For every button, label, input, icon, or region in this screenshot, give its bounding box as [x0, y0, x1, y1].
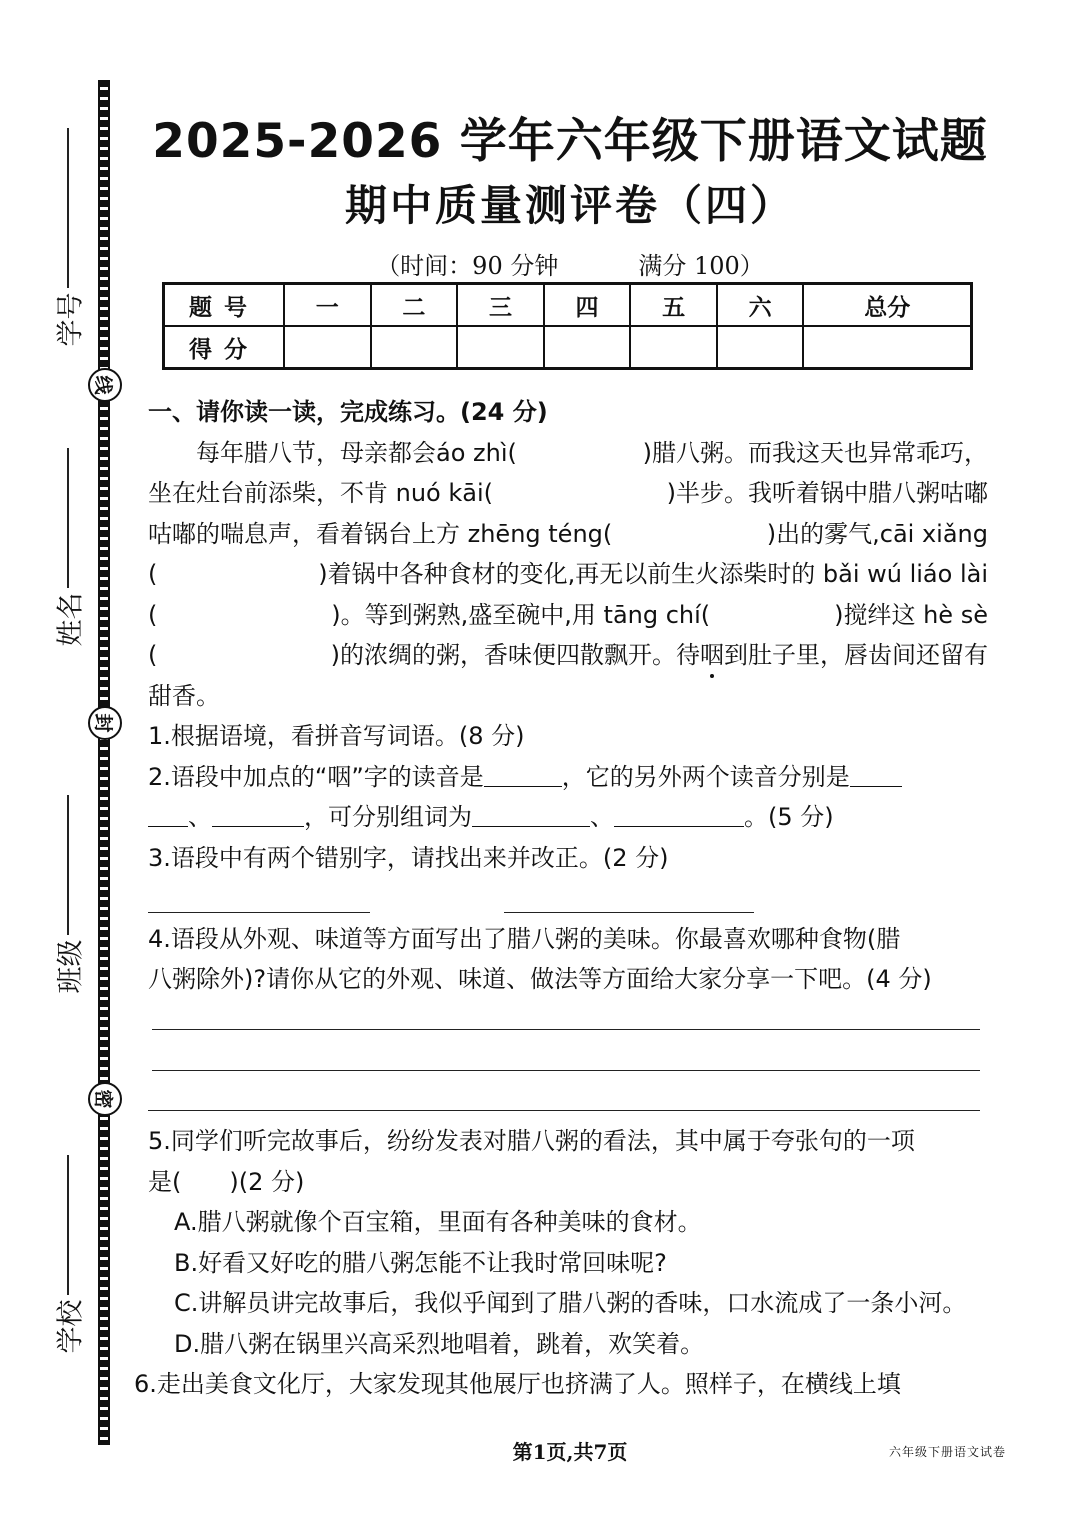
passage-text: (: [148, 641, 158, 669]
passage-line-4: [148, 554, 988, 595]
section-1: [134, 392, 988, 1405]
question-text: ，它的另外两个读音分别是: [561, 762, 850, 791]
dotted-character: 咽: [700, 641, 724, 669]
question-4-line-2: 八粥除外)?请你从它的外观、味道、做法等方面给大家分享一下吧。(4 分): [148, 965, 932, 993]
answer-blank[interactable]: [484, 760, 562, 787]
passage-text: 每年腊八节，母亲都会áo zhì(: [196, 438, 517, 467]
question-text: 、: [188, 803, 212, 831]
passage-text: )的浓绸的粥，香味便四散飘开。待: [330, 641, 700, 669]
question-text: 2.语段中加点的“咽”字的读音是: [148, 762, 484, 791]
passage-text: [241, 635, 988, 676]
question-3-answer-lines[interactable]: [148, 878, 988, 919]
score-table-header-row: [164, 284, 972, 327]
passage-text: )着锅中各种食材的变化,再无以前生火添柴时的 bǎi wú liáo lài: [318, 560, 988, 588]
score-cell[interactable]: [544, 326, 631, 369]
page-number: 第1页,共7页: [512, 1440, 628, 1464]
binding-rail: [98, 80, 110, 1445]
school-field[interactable]: [44, 1155, 92, 1354]
passage-line-1: [148, 433, 988, 474]
answer-line[interactable]: [152, 1040, 988, 1081]
binding-strip: [0, 0, 140, 1513]
question-text: 、: [590, 803, 614, 831]
answer-blank[interactable]: [850, 760, 902, 787]
score-cell-total[interactable]: [803, 326, 971, 369]
answer-line[interactable]: [504, 912, 754, 913]
answer-line[interactable]: [152, 1000, 988, 1041]
student-name-line: [67, 448, 69, 588]
score-table-score-label: 得分: [164, 326, 285, 369]
answer-blank[interactable]: [472, 800, 590, 827]
score-col-total: 总分: [803, 284, 971, 327]
school-label: 学校: [55, 1299, 87, 1354]
score-table-score-row: [164, 326, 972, 369]
answer-line[interactable]: [148, 1081, 988, 1122]
class-field[interactable]: [44, 795, 92, 994]
score-col-6: 六: [717, 284, 804, 327]
question-2-line-2: [148, 797, 988, 838]
passage-text: (: [148, 600, 158, 629]
passage-text: 到肚子里，唇齿间还留有: [724, 641, 988, 669]
passage-text: )腊八粥。而我这天也异常乖巧，: [642, 438, 988, 467]
question-6: 6.走出美食文化厅，大家发现其他展厅也挤满了人。照样子，在横线上填: [134, 1370, 901, 1398]
score-cell[interactable]: [630, 326, 717, 369]
question-1: 1.根据语境，看拼音写词语。(8 分): [148, 722, 525, 750]
student-id-label: 学号: [55, 292, 87, 347]
passage-text: )搅绊这 hè sè: [834, 600, 988, 629]
score-col-1: 一: [284, 284, 371, 327]
student-name-label: 姓名: [55, 592, 87, 647]
section-1-heading: 一、请你读一读，完成练习。(24 分): [148, 398, 548, 426]
score-table-header-label: 题号: [164, 284, 285, 327]
question-text: 。(5 分): [744, 803, 834, 831]
binding-mark-secret: 密: [88, 1082, 122, 1116]
exam-duration: （时间：90 分钟: [376, 252, 559, 280]
score-col-5: 五: [630, 284, 717, 327]
passage-line-6: [148, 635, 988, 676]
passage-text: )。等到粥熟,盛至碗中,用 tāng chí(: [331, 600, 711, 629]
answer-line[interactable]: [148, 912, 370, 913]
student-id-field[interactable]: [44, 128, 92, 347]
exam-full-score: 满分 100）: [638, 252, 764, 280]
passage-line-7: 甜香。: [148, 681, 220, 710]
score-cell[interactable]: [717, 326, 804, 369]
exam-subtitle: 期中质量测评卷（四）: [344, 181, 795, 230]
passage-text: )出的雾气,cāi xiǎng: [766, 519, 988, 548]
exam-time-info: [130, 246, 1010, 281]
class-line: [67, 795, 69, 935]
student-name-field[interactable]: [44, 448, 92, 647]
question-5-option-a[interactable]: A.腊八粥就像个百宝箱，里面有各种美味的食材。: [174, 1208, 702, 1236]
score-col-4: 四: [544, 284, 631, 327]
binding-mark-seal: 封: [88, 706, 122, 740]
answer-blank[interactable]: [212, 800, 304, 827]
passage-line-5: [148, 595, 988, 636]
class-label: 班级: [55, 939, 87, 994]
answer-blank[interactable]: [614, 800, 744, 827]
score-col-3: 三: [457, 284, 544, 327]
exam-title: 2025-2026 学年六年级下册语文试题: [152, 114, 988, 169]
question-5-option-b[interactable]: B.好看又好吃的腊八粥怎能不让我时常回味呢?: [174, 1248, 667, 1277]
passage-text: )半步。我听着锅中腊八粥咕嘟: [666, 479, 988, 507]
score-table: [162, 282, 973, 370]
student-id-line: [67, 128, 69, 288]
score-cell[interactable]: [371, 326, 458, 369]
passage-text: 坐在灶台前添柴，不肯 nuó kāi(: [148, 479, 493, 507]
score-cell[interactable]: [457, 326, 544, 369]
question-5-line-2: 是( )(2 分): [148, 1167, 305, 1196]
question-5-option-d[interactable]: D.腊八粥在锅里兴高采烈地唱着，跳着，欢笑着。: [174, 1329, 705, 1358]
passage-text: 咕嘟的喘息声，看着锅台上方 zhēng téng(: [148, 519, 613, 548]
binding-mark-line: 线: [88, 368, 122, 402]
question-5-line-1: 5.同学们听完故事后，纷纷发表对腊八粥的看法，其中属于夸张句的一项: [148, 1127, 915, 1155]
passage-text: (: [148, 560, 158, 588]
question-5-option-c[interactable]: C.讲解员讲完故事后，我似乎闻到了腊八粥的香味，口水流成了一条小河。: [174, 1289, 967, 1317]
document-name: 六年级下册语文试卷: [888, 1445, 1006, 1459]
question-text: ，可分别组词为: [304, 803, 472, 831]
score-col-2: 二: [371, 284, 458, 327]
passage-line-3: [148, 514, 988, 555]
school-line: [67, 1155, 69, 1295]
passage-line-2: [148, 473, 988, 514]
score-cell[interactable]: [284, 326, 371, 369]
question-2-line-1: [148, 757, 988, 798]
question-4-line-1: 4.语段从外观、味道等方面写出了腊八粥的美味。你最喜欢哪种食物(腊: [148, 924, 901, 953]
question-3: 3.语段中有两个错别字，请找出来并改正。(2 分): [148, 843, 669, 872]
answer-blank[interactable]: [148, 800, 188, 827]
